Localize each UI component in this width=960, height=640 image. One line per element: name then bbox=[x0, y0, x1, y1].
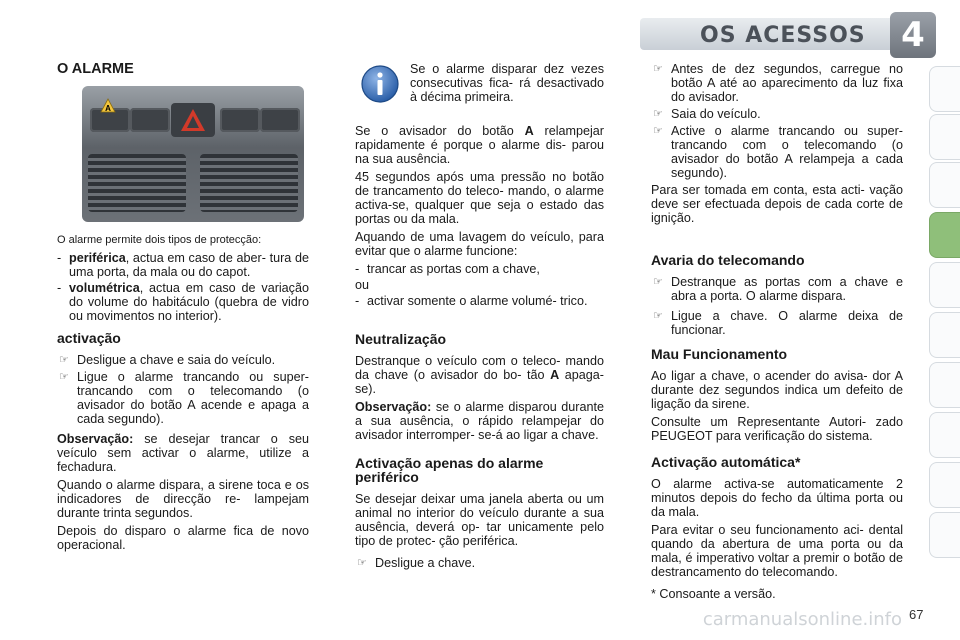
type-1-name: periférica bbox=[69, 251, 126, 265]
wash-option-1: - trancar as portas com a chave, bbox=[355, 262, 540, 276]
type-1-desc: , actua em caso de aber- tura de uma porta, da mala ou do capot. bbox=[69, 251, 309, 279]
side-tab-7[interactable] bbox=[929, 362, 960, 408]
side-tab-2[interactable] bbox=[929, 114, 960, 160]
auto-step-1: ☞ Antes de dez segundos, carregue no botão A até ao aparecimento da luz fixa do avisador. bbox=[653, 62, 903, 104]
column-3 bbox=[651, 62, 903, 605]
hand-pointer-icon: ☞ bbox=[653, 108, 663, 120]
protection-type-1: - periférica, actua em caso de aber- tura de uma porta, da mala ou do capot. bbox=[57, 251, 309, 279]
observation-2: Observação: se o alarme disparou durante a sua ausência, o rápido relampejar do avisador interromper- se-á ao ligar a chave. bbox=[355, 400, 604, 442]
button-a-marker bbox=[100, 98, 116, 114]
air-vent-left bbox=[88, 154, 186, 212]
hand-pointer-icon: ☞ bbox=[59, 354, 69, 366]
protection-type-2: - volumétrica, actua em caso de variação do volume do habitáculo (quebra de vidro ou movimentos no interior). bbox=[57, 281, 309, 323]
side-tab-10[interactable] bbox=[929, 512, 960, 558]
column-1 bbox=[57, 62, 309, 84]
side-tab-5[interactable] bbox=[929, 262, 960, 308]
hazard-button bbox=[171, 103, 215, 137]
malfunction-text: Ao ligar a chave, o acender do avisa- dor A durante dez segundos indica um defeito de ligação da sirene. bbox=[651, 369, 903, 411]
alarm-trigger-text: Quando o alarme dispara, a sirene toca e os indicadores de direcção re- lampejam durante trinta segundos. bbox=[57, 478, 309, 520]
watermark: carmanualsonline.info bbox=[702, 609, 902, 630]
side-tab-3[interactable] bbox=[929, 162, 960, 208]
chapter-number: 4 bbox=[890, 12, 936, 58]
footnote: * Consoante a versão. bbox=[651, 587, 776, 601]
auto-step-3: ☞ Active o alarme trancando ou super- trancando com o telecomando (o avisador do botão A relampeja a cada segundo). bbox=[653, 124, 903, 180]
hand-pointer-icon: ☞ bbox=[357, 557, 367, 569]
hazard-triangle-icon bbox=[179, 107, 207, 133]
after-trigger-text: Depois do disparo o alarme fica de novo operacional. bbox=[57, 524, 309, 552]
button-a-label: A bbox=[105, 104, 111, 113]
activation-step-1: ☞ Desligue a chave e saia do veículo. bbox=[59, 353, 276, 367]
auto-activation-text-2: Para evitar o seu funcionamento aci- dental quando da abertura de uma porta ou da mala, é imperativo voltar a premir o botão de destrancamento do telecomando. bbox=[651, 523, 903, 579]
peripheral-step: ☞ Desligue a chave. bbox=[357, 556, 476, 570]
col2-para-3: Aquando de uma lavagem do veículo, para evitar que o alarme funcione: bbox=[355, 230, 604, 258]
malfunction-text-2: Consulte um Representante Autori- zado PEUGEOT para verificação do sistema. bbox=[651, 415, 903, 443]
neutralization-text: Destranque o veículo com o teleco- mando da chave (o avisador do bo- tão A apaga-se). bbox=[355, 354, 605, 396]
left-button-2 bbox=[130, 108, 170, 132]
col2-para-1: Se o avisador do botão A relampejar rapidamente é porque o alarme dis- parou na sua ausência. bbox=[355, 124, 604, 166]
peripheral-text: Se desejar deixar uma janela aberta ou um animal no interior do veículo durante a sua ausência, deverá op- tar unicamente pelo tipo de protec- ção periférica. bbox=[355, 492, 604, 548]
chapter-header bbox=[640, 10, 940, 58]
hand-pointer-icon: ☞ bbox=[653, 125, 663, 137]
side-tab-6[interactable] bbox=[929, 312, 960, 358]
remote-step-1: ☞ Destranque as portas com a chave e abra a porta. O alarme dispara. bbox=[653, 275, 903, 303]
hand-pointer-icon: ☞ bbox=[653, 276, 663, 288]
info-note: Se o alarme disparar dez vezes consecutivas fica- rá desactivado à décima primeira. bbox=[410, 62, 604, 104]
section-title-alarm: O ALARME bbox=[57, 61, 134, 77]
right-button bbox=[220, 108, 260, 132]
right-button-2 bbox=[260, 108, 300, 132]
hand-pointer-icon: ☞ bbox=[59, 371, 69, 383]
activation-note: Para ser tomada em conta, esta acti- vação deve ser efectuada depois de cada corte de ignição. bbox=[651, 183, 903, 225]
side-tab-1[interactable] bbox=[929, 66, 960, 112]
hand-pointer-icon: ☞ bbox=[653, 63, 663, 75]
page-number: 67 bbox=[909, 607, 924, 622]
or-text: ou bbox=[355, 278, 370, 292]
auto-step-2: ☞ Saia do veículo. bbox=[653, 107, 761, 121]
info-icon bbox=[360, 64, 400, 104]
column-2 bbox=[355, 124, 604, 573]
hand-pointer-icon: ☞ bbox=[653, 310, 663, 322]
type-2-name: volumétrica bbox=[69, 281, 140, 295]
auto-activation-text-1: O alarme activa-se automaticamente 2 minutos depois do fecho da última porta ou da mala. bbox=[651, 477, 903, 519]
neutralization-title: Neutralização bbox=[355, 331, 447, 347]
side-tab-8[interactable] bbox=[929, 412, 960, 458]
auto-activation-title: Activação automática* bbox=[651, 454, 801, 470]
activation-title: activação bbox=[57, 330, 121, 346]
photo-caption: O alarme permite dois tipos de protecção: bbox=[57, 234, 262, 246]
air-vent-right bbox=[200, 154, 298, 212]
peripheral-title: Activação apenas do alarme periférico bbox=[355, 455, 544, 485]
malfunction-title: Mau Funcionamento bbox=[651, 346, 788, 362]
activation-step-2: ☞ Ligue o alarme trancando ou super- trancando com o telecomando (o avisador do botão A acende e apaga a cada segundo). bbox=[59, 370, 309, 426]
chapter-title: OS ACESSOS bbox=[700, 23, 866, 48]
side-tab-9[interactable] bbox=[929, 462, 960, 508]
column-1-body bbox=[57, 233, 309, 556]
info-box bbox=[410, 62, 604, 108]
wash-option-2: - activar somente o alarme volumé- trico. bbox=[355, 294, 588, 308]
remote-failure-title: Avaria do telecomando bbox=[651, 252, 805, 268]
remote-step-2: ☞ Ligue a chave. O alarme deixa de funcionar. bbox=[653, 309, 903, 337]
type-2-desc: , actua em caso de variação do volume do habitáculo (quebra de vidro ou movimentos no interior). bbox=[69, 281, 309, 323]
observation-1: Observação: se desejar trancar o seu veículo sem activar o alarme, utilize a fechadura. bbox=[57, 432, 309, 474]
side-tab-4-active[interactable] bbox=[929, 212, 960, 258]
col2-para-2: 45 segundos após uma pressão no botão de trancamento do teleco- mando, o alarme activa-se, qualquer que seja o estado das portas ou da mala. bbox=[355, 170, 604, 226]
